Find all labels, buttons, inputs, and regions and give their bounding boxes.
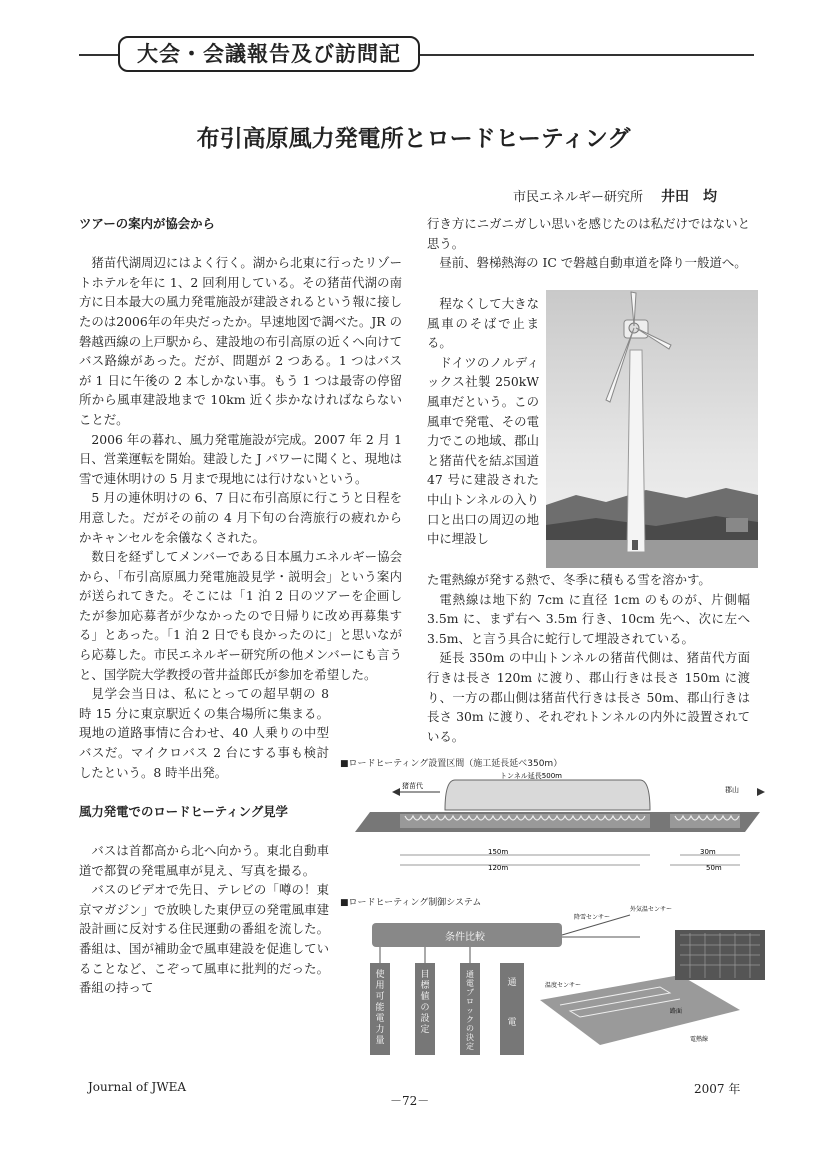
fig2-col3: 通電ブロックの決定 [466,970,474,1051]
footer-year: 2007 年 [694,1082,741,1096]
left-paragraph: 見学会当日は、私にとっての超早朝の 8 時 15 分に東京駅近くの集合場所に集まる。現地の道路事情に合わせ、40 人乗りの中型バスだ。マイクロバス 2 台にする事も検討したという。8 時半出発。 [79,686,329,780]
fig2-sensor-air: 外気温センサー [630,906,673,913]
author-affiliation: 市民エネルギー研究所 [512,190,643,205]
left-paragraph: 5 月の連休明けの 6、7 日に布引高原に行こうと日程を用意した。だがその前の 4 月下旬の台湾旅行の疲れからかキャンセルを余儀なくされた。 [79,490,402,545]
heading-road-heating: 風力発電でのロードヒーティング見学 [79,803,288,819]
author-name: 井田 均 [661,189,717,205]
fig1-dim-150: 150m [488,848,509,856]
fig1-dim-30: 30m [700,848,716,856]
road-heating-section-diagram [340,770,770,880]
right-paragraph: 延長 350m の中山トンネルの猪苗代側は、猪苗代方面行きは長さ 120m に渡り、郡山行きは長さ 150m に渡り、一方の郡山側は猪苗代行きは長さ 50m、郡山行きは長さ 30m に渡り、それぞれトンネルの内外に設置されている。 [427,650,750,744]
section-label: 大会・会議報告及び訪問記 [118,36,420,72]
fig2-col4: 通電 [507,978,517,1028]
figure2-caption: ■ロードヒーティング制御システム [340,898,482,908]
fig2-road: 路面 [670,1008,683,1015]
fig2-heater: 電熱線 [690,1036,709,1043]
fig1-dim-120: 120m [488,864,509,872]
fig1-left-dir: 猪苗代 [402,782,423,790]
right-paragraph: 昼前、磐梯熱海の IC で磐越自動車道を降り一般道へ。 [439,255,747,271]
right-paragraph: た電熱線が発する熱で、冬季に積もる雪を溶かす。 [427,572,711,587]
left-column [79,214,402,998]
left-paragraph: 2006 年の暮れ、風力発電施設が完成。2007 年 2 月 1 日、営業運転を開始。建設した J パワーに聞くと、現地は雪で連休明けの 5 月まで現地には行けないという。 [79,431,402,486]
right-column-wrap [427,294,539,549]
left-paragraph: バスは首都高から北へ向かう。東北自動車道で都賀の発電風車が見え、写真を撮る。 [79,843,329,878]
wind-turbine-photo [546,290,758,568]
fig2-sensor-temp: 温度センサー [545,982,582,989]
author-line [513,186,717,206]
right-paragraph: 程なくして大きな風車のそばで止まる。 [427,296,539,351]
right-column-top [427,214,750,273]
figure1-caption: ■ロードヒーティング設置区間（施工延長延べ350m） [340,759,563,769]
fig1-tunnel-label: トンネル延長500m [500,772,562,780]
fig2-sensor-snow: 降雪センサー [574,914,611,921]
article-title: 布引高原風力発電所とロードヒーティング [196,126,631,152]
fig2-col2: 目標値の設定 [420,970,430,1035]
right-paragraph: ドイツのノルディックス社製 250kW 風車だという。この風車で発電、その電力でこの地域、郡山と猪苗代を結ぶ国道 47 号に建設された中山トンネルの入り口と出口の周辺の地中に埋設し [427,354,539,547]
fig1-right-dir: 郡山 [725,786,739,794]
right-paragraph: 電熱線は地下約 7cm に直径 1cm のものが、片側幅 3.5m に、まず右へ 3.5m 行き、10cm 先へ、次に左へ 3.5m、と言う具合に蛇行して埋設されている。 [427,591,750,646]
heading-tour: ツアーの案内が協会から [79,216,215,231]
right-paragraph: 行き方にニガニガしい思いを感じたのは私だけではないと思う。 [427,216,750,251]
left-paragraph: バスのビデオで先日、テレビの「噂の！東京マガジン」で放映した東伊豆の発電風車建設計画に反対する住民運動の番組を流した。番組は、国が補助金で風車建設を促進していることなど、こぞって風車に批判的だった。番組の持って [79,882,329,996]
road-heating-control-diagram [340,905,770,1065]
fig1-dim-50: 50m [706,864,722,872]
header-rule-left [79,54,119,56]
header-rule-right [420,54,754,56]
left-paragraph: 数日を経ずしてメンバーである日本風力エネルギー協会から、「布引高原風力発電施設見学・説明会」という案内が送られてきた。そこには「1 泊 2 日のツアーを企画したが参加応募者が少なかったので日帰りに改め再募集する」とあった。「1 泊 2 日でも良かったのに」と思いながら応募した。市民エネルギー研究所の他メンバーにも言うと、国学院大学教授の菅井益郎氏が参加を希望した。 [79,549,402,682]
fig2-col1: 使用可能電力量 [375,970,385,1046]
right-column-bottom [427,570,750,746]
fig2-compare-box: 条件比較 [445,932,485,943]
footer-page-number: －72－ [390,1094,430,1108]
footer-journal: Journal of JWEA [88,1080,187,1094]
left-paragraph: 猪苗代湖周辺にはよく行く。湖から北東に行ったリゾートホテルを年に 1、2 回利用している。その猪苗代湖の南方に日本最大の風力発電施設が建設されるという報に接したのは2006年の年央だったか。早速地図で調べた。JR の磐越西線の上戸駅から、建設地の布引高原の近くへ向けてバス路線があった。だが、問題が 2 つある。1 つはバスが 1 日に午後の 2 本しかない事。もう 1 つは最寄の停留所から風車建設地まで 10km 近く歩かなければならないことだ。 [79,255,402,427]
